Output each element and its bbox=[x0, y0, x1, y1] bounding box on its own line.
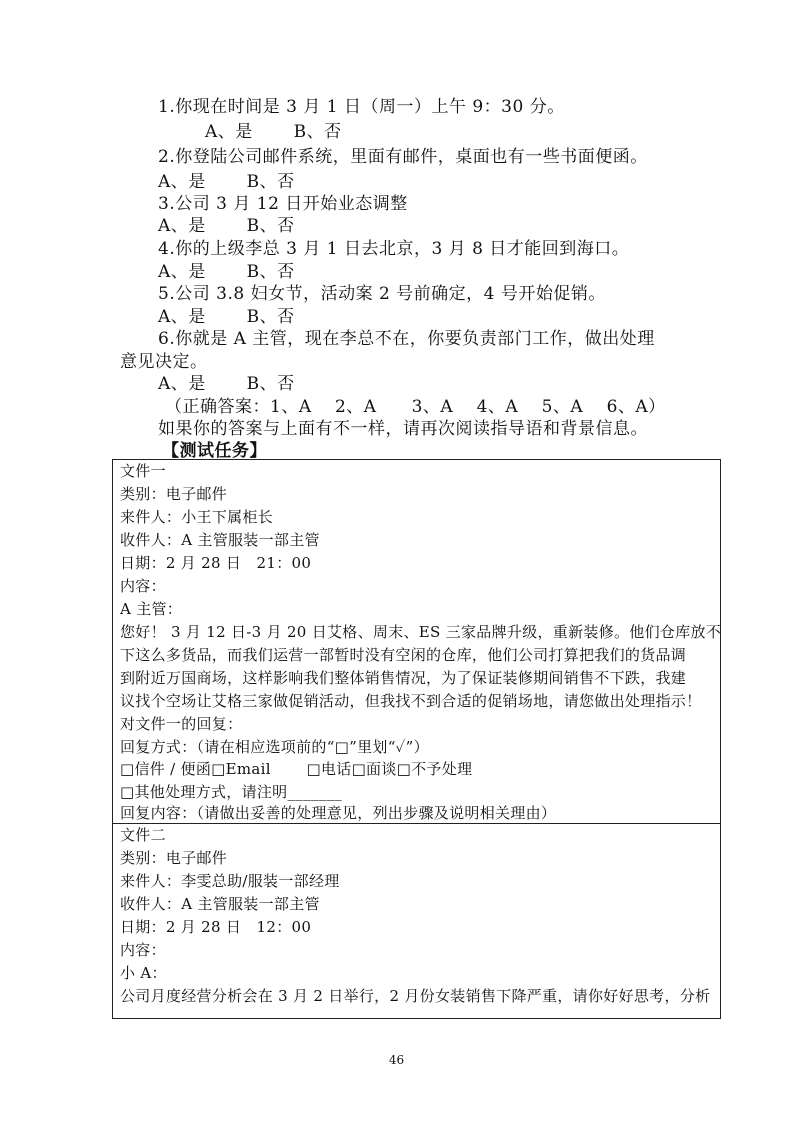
file-1-reply-other[interactable]: □其他处理方式，请注明_______ bbox=[120, 783, 343, 801]
file-1-reply-title: 对文件一的回复： bbox=[120, 715, 243, 733]
file-1-sender: 来件人：小王下属柜长 bbox=[120, 508, 274, 526]
file-1-body-line: 您好！ 3 月 12 日-3 月 20 日艾格、周末、ES 三家品牌升级，重新装修。他们仓库放不 bbox=[120, 623, 722, 641]
file-1-recipient: 收件人：A 主管服装一部主管 bbox=[120, 531, 320, 549]
file-1-content-label: 内容： bbox=[120, 577, 166, 595]
question-5-options: A、是 B、否 bbox=[158, 307, 295, 327]
file-2-category: 类别：电子邮件 bbox=[120, 849, 228, 867]
reread-note: 如果你的答案与上面有不一样，请再次阅读指导语和背景信息。 bbox=[158, 419, 648, 439]
file-2-body-line: 公司月度经营分析会在 3 月 2 日举行，2 月份女装销售下降严重，请你好好思考，分析 bbox=[120, 987, 711, 1005]
question-6: 6.你就是 A 主管，现在李总不在，你要负责部门工作，做出处理 bbox=[158, 329, 655, 349]
question-2-options: A、是 B、否 bbox=[158, 172, 295, 192]
question-6-options: A、是 B、否 bbox=[158, 374, 295, 394]
question-6-continued: 意见决定。 bbox=[120, 352, 208, 372]
question-4-options: A、是 B、否 bbox=[158, 262, 295, 282]
file-1-body-line: 到附近万国商场，这样影响我们整体销售情况，为了保证装修期间销售不下跌，我建 bbox=[120, 669, 687, 687]
question-3-options: A、是 B、否 bbox=[158, 216, 295, 236]
file-1-reply-options[interactable]: □信件 / 便函□Email □电话□面谈□不予处理 bbox=[120, 760, 473, 778]
file-2-salutation: 小 A： bbox=[120, 964, 167, 982]
file-2-content-label: 内容： bbox=[120, 941, 166, 959]
file-1-reply-content: 回复内容：（请做出妥善的处理意见，列出步骤及说明相关理由） bbox=[120, 804, 557, 822]
question-1-options: A、是 B、否 bbox=[205, 122, 342, 142]
question-3: 3.公司 3 月 12 日开始业态调整 bbox=[158, 194, 408, 214]
file-2-date: 日期：2 月 28 日 12：00 bbox=[120, 918, 312, 936]
page-number: 46 bbox=[388, 1053, 405, 1067]
file-1-body-line: 下这么多货品，而我们运营一部暂时没有空闲的仓库，他们公司打算把我们的货品调 bbox=[120, 646, 687, 664]
file-2-title: 文件二 bbox=[120, 826, 166, 844]
correct-answers: （正确答案：1、A 2、A 3、A 4、A 5、A 6、A） bbox=[165, 397, 666, 417]
question-4: 4.你的上级李总 3 月 1 日去北京，3 月 8 日才能回到海口。 bbox=[158, 239, 630, 259]
file-1-category: 类别：电子邮件 bbox=[120, 485, 228, 503]
file-1-body-line: 议找个空场让艾格三家做促销活动，但我找不到合适的促销场地，请您做出处理指示！ bbox=[120, 692, 702, 710]
file-2-sender: 来件人：李雯总助/服装一部经理 bbox=[120, 872, 340, 890]
question-2: 2.你登陆公司邮件系统，里面有邮件，桌面也有一些书面便函。 bbox=[158, 147, 648, 167]
section-title: 【测试任务】 bbox=[162, 441, 267, 461]
file-2-recipient: 收件人：A 主管服装一部主管 bbox=[120, 895, 320, 913]
file-1-salutation: A 主管： bbox=[120, 600, 183, 618]
file-1-title: 文件一 bbox=[120, 462, 166, 480]
file-1-reply-method: 回复方式：（请在相应选项前的“□”里划“✓”） bbox=[120, 738, 429, 756]
question-5: 5.公司 3.8 妇女节，活动案 2 号前确定，4 号开始促销。 bbox=[158, 284, 606, 304]
question-1: 1.你现在时间是 3 月 1 日（周一）上午 9：30 分。 bbox=[158, 97, 565, 117]
file-1-date: 日期：2 月 28 日 21：00 bbox=[120, 554, 312, 572]
